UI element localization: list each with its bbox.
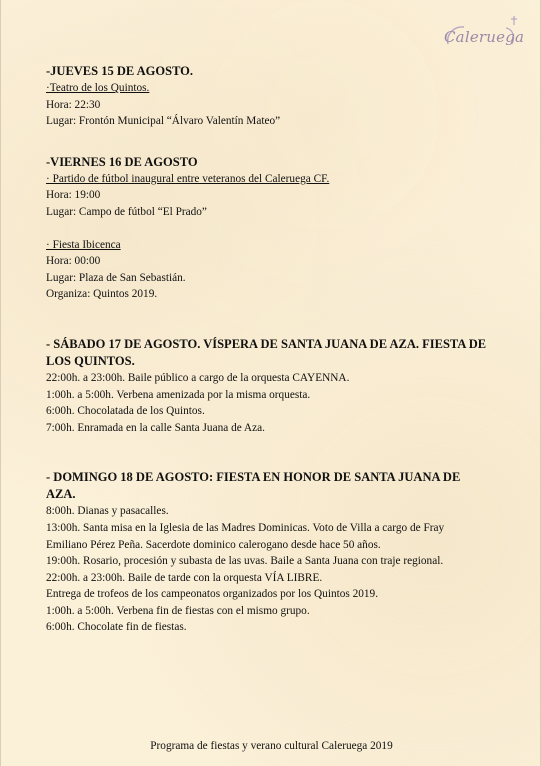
event-detail: Hora: 22:30 [46,98,101,111]
caleruega-logo [442,14,525,52]
day-heading-sunday-cont: AZA. [46,487,76,502]
event-detail: Lugar: Frontón Municipal “Álvaro Valentín Mateo” [46,115,281,128]
day-heading-saturday: - SÁBADO 17 DE AGOSTO. VÍSPERA DE SANTA JUANA DE AZA. FIESTA DE [46,336,487,351]
day-heading-saturday-cont: LOS QUINTOS. [46,353,135,368]
day-heading-sunday: - DOMINGO 18 DE AGOSTO: FIESTA EN HONOR DE SANTA JUANA DE [46,470,461,485]
schedule-item: 22:00h. a 23:00h. Baile público a cargo de la orquesta CAYENNA. [46,371,350,384]
schedule-item: 1:00h. a 5:00h. Verbena fin de fiestas con el mismo grupo. [46,604,310,617]
page-footer: Programa de fiestas y verano cultural Caleruega 2019 [150,740,393,752]
logo-text: Caleruega [444,28,525,46]
program-content [46,63,511,636]
schedule-item: 7:00h. Enramada en la calle Santa Juana de Aza. [46,421,265,434]
event-title: · Partido de fútbol inaugural entre veteranos del Caleruega CF. [46,172,330,185]
event-detail: Lugar: Plaza de San Sebastián. [46,271,186,284]
schedule-item: Emiliano Pérez Peña. Sacerdote dominico calerogano desde hace 50 años. [46,538,381,551]
event-detail: Hora: 00:00 [46,255,101,268]
schedule-item: 6:00h. Chocolate fin de fiestas. [46,621,187,634]
schedule-item: 6:00h. Chocolatada de los Quintos. [46,405,205,418]
cross-icon [511,16,517,25]
schedule-item: 8:00h. Dianas y pasacalles. [46,505,169,518]
schedule-item: 22:00h. a 23:00h. Baile de tarde con la orquesta VÍA LIBRE. [46,571,323,584]
event-detail: Organiza: Quintos 2019. [46,288,158,301]
event-title: ·Teatro de los Quintos. [46,82,150,94]
day-heading-thursday: -JUEVES 15 DE AGOSTO. [46,64,194,78]
schedule-item: 19:00h. Rosario, procesión y subasta de las uvas. Baile a Santa Juana con traje regional. [46,555,444,568]
event-title: · Fiesta Ibicenca [46,238,121,251]
event-detail: Lugar: Campo de fútbol “El Prado” [46,205,207,218]
schedule-item: 13:00h. Santa misa en la Iglesia de las Madres Dominicas. Voto de Villa a cargo de Fray [46,521,445,534]
schedule-item: 1:00h. a 5:00h. Verbena amenizada por la misma orquesta. [46,388,311,401]
schedule-item: Entrega de trofeos de los campeonatos organizados por los Quintos 2019. [46,588,379,601]
event-detail: Hora: 19:00 [46,189,101,202]
day-heading-friday: -VIERNES 16 DE AGOSTO [46,154,198,169]
